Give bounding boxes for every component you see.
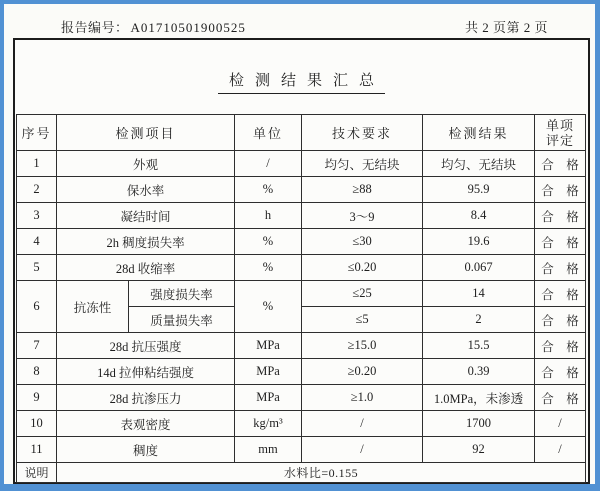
cell-requirement: ≤0.20 — [302, 255, 423, 281]
table-row-frost-1 — [17, 281, 586, 307]
cell-result: 92 — [423, 437, 535, 463]
page-title: 检测结果汇总 — [218, 69, 385, 94]
table-row — [17, 203, 586, 229]
cell-verdict: 合 格 — [535, 307, 586, 333]
cell-no: 5 — [17, 255, 57, 281]
cell-item: 凝结时间 — [57, 203, 235, 229]
cell-unit: MPa — [235, 385, 302, 411]
cell-unit: % — [235, 255, 302, 281]
col-header-item: 检测项目 — [57, 115, 235, 151]
cell-no: 9 — [17, 385, 57, 411]
cell-item: 稠度 — [57, 437, 235, 463]
title-wrap — [15, 69, 588, 95]
cell-item: 28d 抗压强度 — [57, 333, 235, 359]
cell-result: 1.0MPa，未渗透 — [423, 385, 535, 411]
table-row — [17, 229, 586, 255]
cell-verdict: / — [535, 411, 586, 437]
col-header-verdict — [535, 115, 586, 151]
cell-subitem: 强度损失率 — [129, 281, 235, 307]
cell-result: 95.9 — [423, 177, 535, 203]
cell-requirement: ≥1.0 — [302, 385, 423, 411]
col-header-verdict-line1: 单项 — [546, 117, 575, 133]
cell-verdict: 合 格 — [535, 385, 586, 411]
cell-verdict: 合 格 — [535, 203, 586, 229]
cell-requirement: ≥88 — [302, 177, 423, 203]
cell-item: 外观 — [57, 151, 235, 177]
cell-result: 0.067 — [423, 255, 535, 281]
report-number-value: A01710501900525 — [130, 20, 246, 35]
cell-unit: h — [235, 203, 302, 229]
cell-unit: % — [235, 229, 302, 255]
table-row — [17, 437, 586, 463]
table-row — [17, 255, 586, 281]
table-header-row — [17, 115, 586, 151]
cell-item: 14d 拉伸粘结强度 — [57, 359, 235, 385]
cell-verdict: 合 格 — [535, 255, 586, 281]
col-header-requirement: 技术要求 — [302, 115, 423, 151]
cell-verdict: / — [535, 437, 586, 463]
cell-requirement: ≤30 — [302, 229, 423, 255]
cell-requirement: ≥0.20 — [302, 359, 423, 385]
table-row — [17, 177, 586, 203]
cell-item: 保水率 — [57, 177, 235, 203]
cell-verdict: 合 格 — [535, 151, 586, 177]
cell-no: 7 — [17, 333, 57, 359]
cell-verdict: 合 格 — [535, 359, 586, 385]
cell-result: 均匀、无结块 — [423, 151, 535, 177]
results-table — [16, 114, 586, 483]
cell-unit: MPa — [235, 359, 302, 385]
cell-no: 3 — [17, 203, 57, 229]
note-text: 水料比=0.155 — [57, 463, 586, 483]
cell-result: 8.4 — [423, 203, 535, 229]
cell-requirement: / — [302, 411, 423, 437]
cell-unit: / — [235, 151, 302, 177]
note-row — [17, 463, 586, 483]
cell-requirement: 3～9 — [302, 203, 423, 229]
cell-no: 4 — [17, 229, 57, 255]
cell-verdict: 合 格 — [535, 333, 586, 359]
cell-result: 2 — [423, 307, 535, 333]
cell-requirement: 均匀、无结块 — [302, 151, 423, 177]
col-header-result: 检测结果 — [423, 115, 535, 151]
cell-item: 2h 稠度损失率 — [57, 229, 235, 255]
cell-result: 0.39 — [423, 359, 535, 385]
cell-unit: MPa — [235, 333, 302, 359]
report-header — [61, 17, 548, 36]
cell-requirement: ≤5 — [302, 307, 423, 333]
cell-unit: kg/m³ — [235, 411, 302, 437]
table-row — [17, 411, 586, 437]
cell-requirement: ≤25 — [302, 281, 423, 307]
table-row — [17, 385, 586, 411]
cell-item: 28d 收缩率 — [57, 255, 235, 281]
col-header-no: 序号 — [17, 115, 57, 151]
cell-result: 14 — [423, 281, 535, 307]
cell-item: 28d 抗渗压力 — [57, 385, 235, 411]
page-indicator: 共 2 页第 2 页 — [464, 20, 548, 35]
cell-result: 19.6 — [423, 229, 535, 255]
cell-requirement: / — [302, 437, 423, 463]
cell-verdict: 合 格 — [535, 177, 586, 203]
cell-no: 10 — [17, 411, 57, 437]
cell-unit: % — [235, 281, 302, 333]
table-row — [17, 359, 586, 385]
cell-no: 11 — [17, 437, 57, 463]
cell-verdict: 合 格 — [535, 229, 586, 255]
col-header-verdict-line2: 评定 — [546, 132, 575, 148]
cell-requirement: ≥15.0 — [302, 333, 423, 359]
cell-result: 15.5 — [423, 333, 535, 359]
cell-subitem: 质量损失率 — [129, 307, 235, 333]
note-label: 说明 — [17, 463, 57, 483]
cell-unit: % — [235, 177, 302, 203]
report-body-frame — [13, 38, 590, 484]
cell-no: 1 — [17, 151, 57, 177]
cell-no: 8 — [17, 359, 57, 385]
document-page — [4, 4, 595, 484]
report-number — [61, 17, 246, 36]
cell-no: 6 — [17, 281, 57, 333]
table-row — [17, 151, 586, 177]
cell-item: 表观密度 — [57, 411, 235, 437]
table-row — [17, 333, 586, 359]
cell-no: 2 — [17, 177, 57, 203]
col-header-unit: 单位 — [235, 115, 302, 151]
report-number-label: 报告编号： — [61, 20, 129, 35]
cell-verdict: 合 格 — [535, 281, 586, 307]
cell-unit: mm — [235, 437, 302, 463]
cell-item: 抗冻性 — [57, 281, 129, 333]
cell-result: 1700 — [423, 411, 535, 437]
